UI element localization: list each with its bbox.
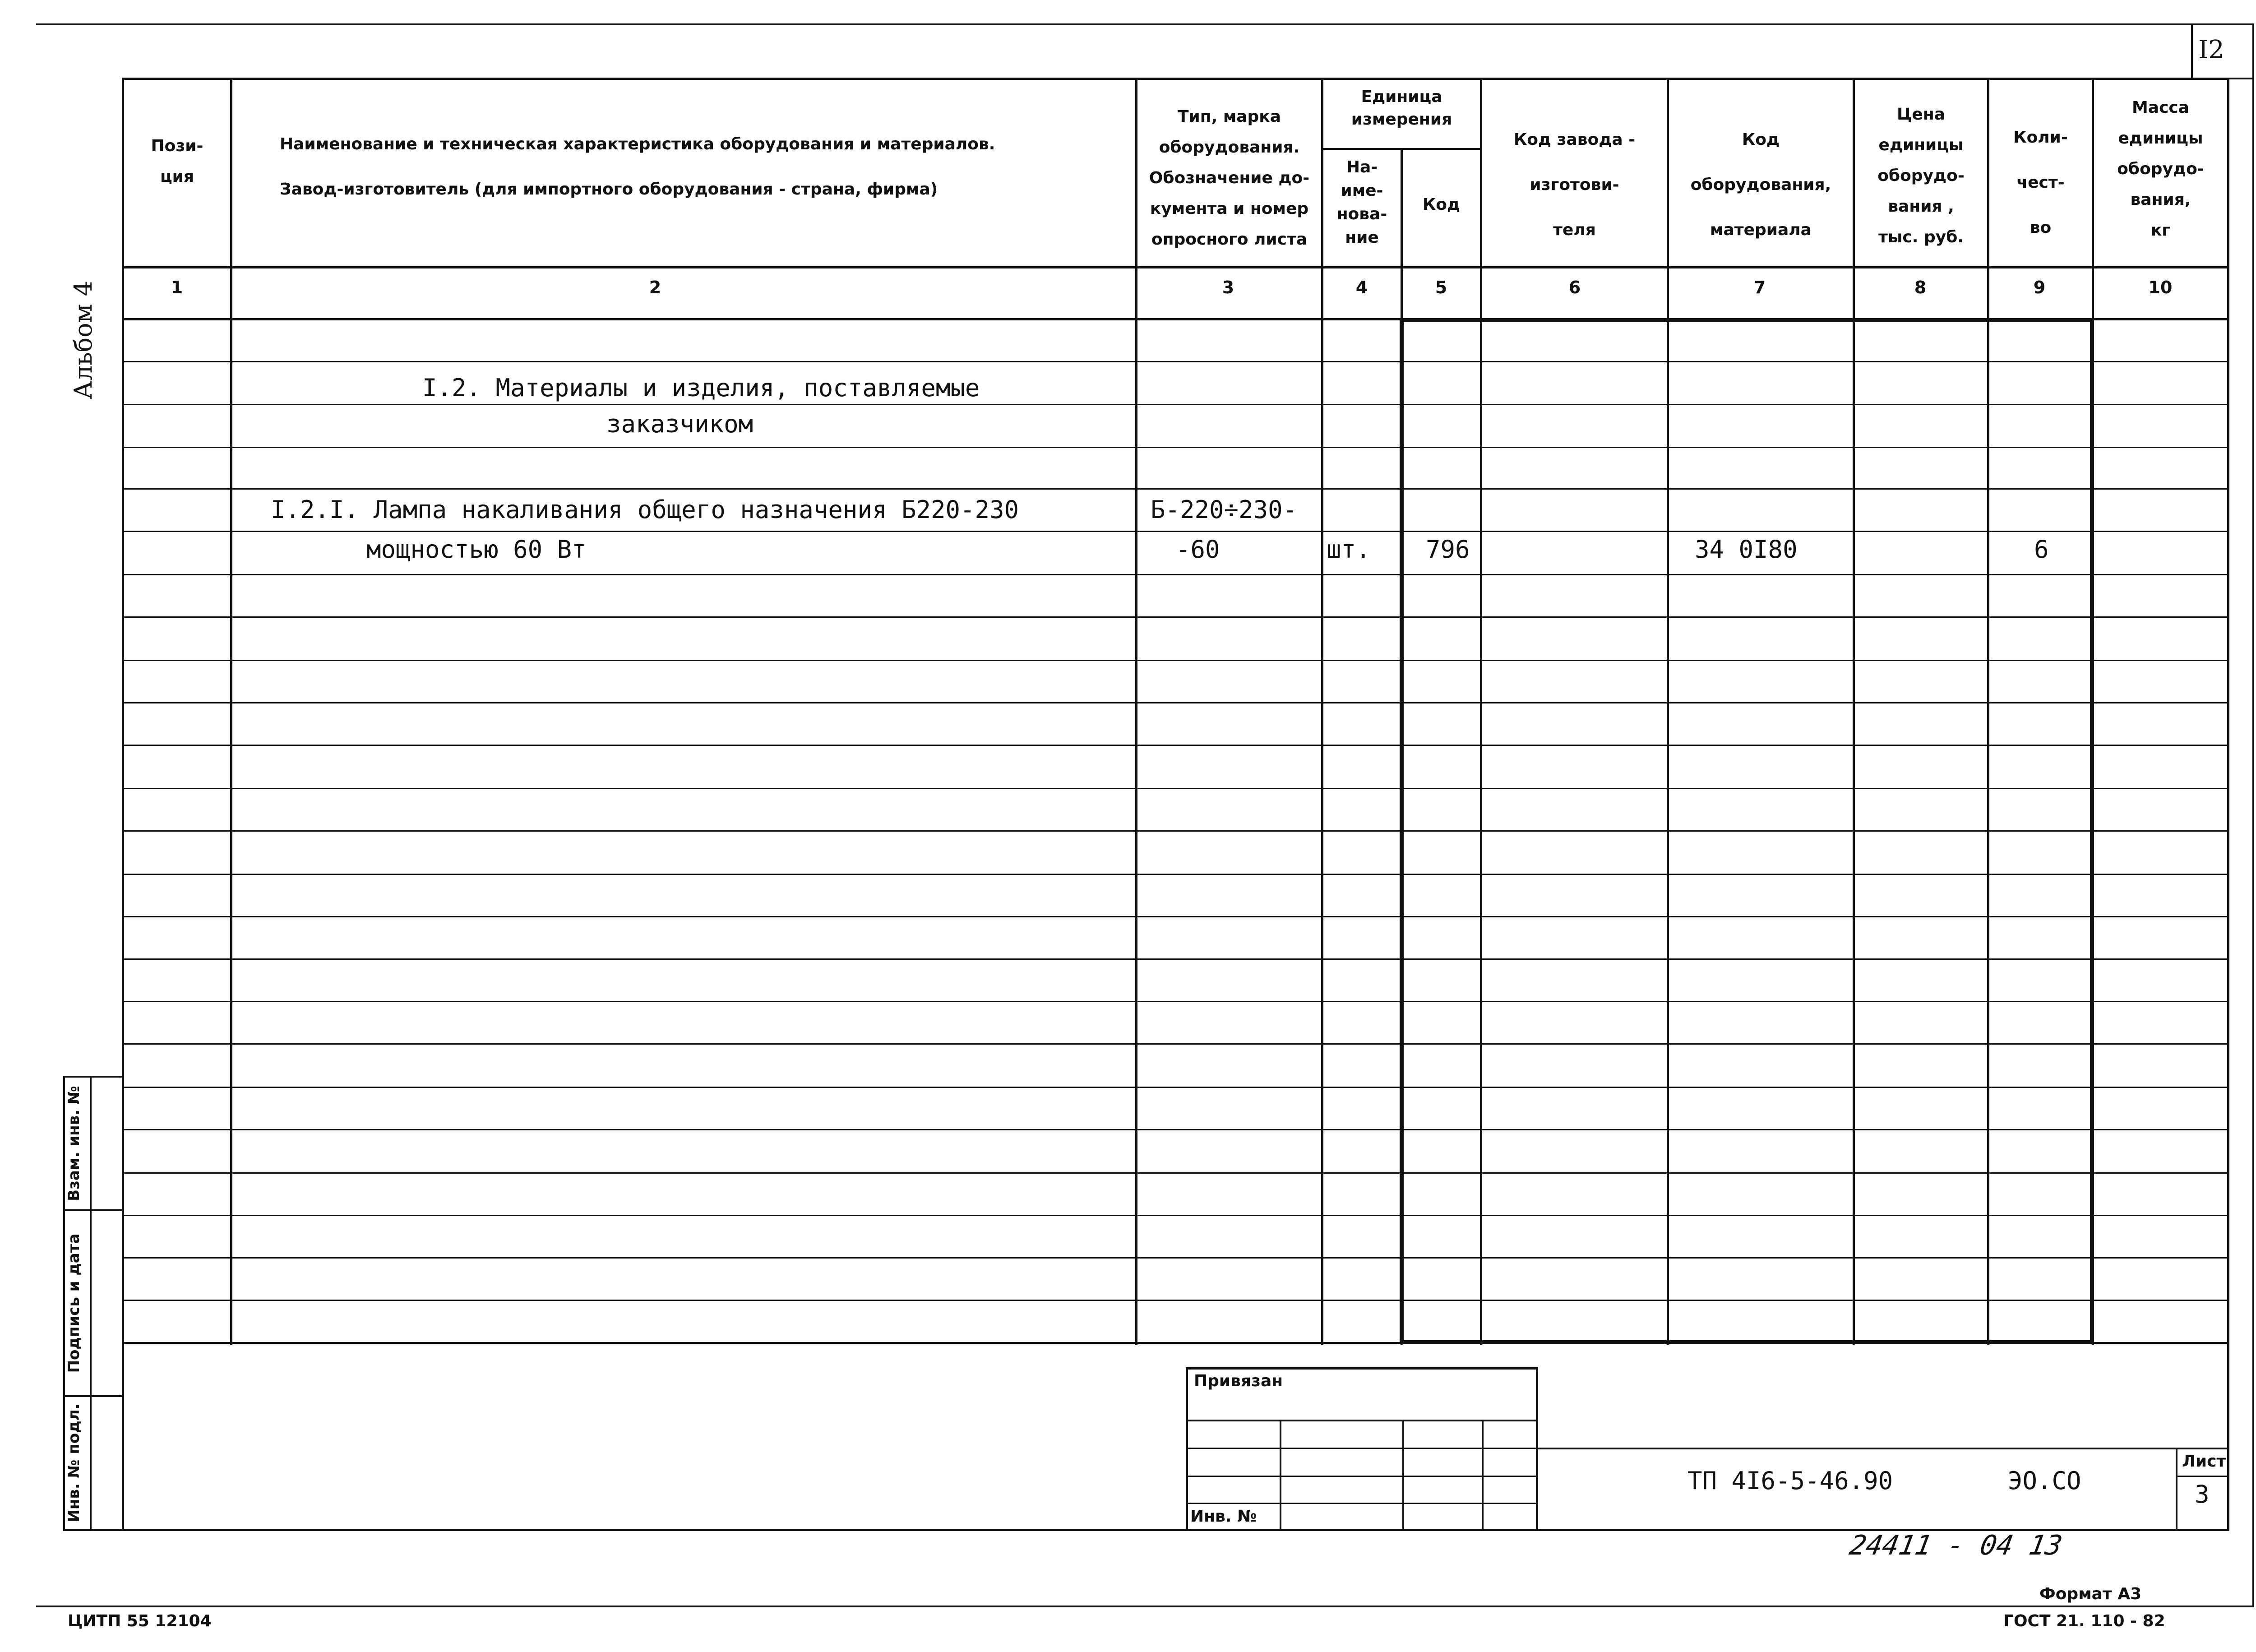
footer-left: ЦИТП 55 12104 [68, 1612, 212, 1630]
item-name-line-1: I.2.I. Лампа накаливания общего назначения Б220-230 [271, 495, 1019, 524]
header-unit-name: На- име- нова- ние [1336, 158, 1387, 247]
column-number: 9 [2033, 278, 2046, 297]
column-number: 10 [2148, 278, 2173, 297]
doc-mark: ЭО.СО [2008, 1467, 2081, 1495]
item-material-code: 34 0I80 [1695, 535, 1798, 564]
header-price: Цена единицы оборудо- вания , тыс. руб. [1877, 105, 1965, 246]
header-unit: Единица измерения [1351, 88, 1452, 129]
header-factory-code: Код завода - изготови- теля [1513, 130, 1636, 239]
inv-no-label: Инв. № [1190, 1507, 1257, 1526]
stamp-podpis: Подпись и дата [65, 1233, 83, 1373]
header-material-code: Код оборудования, материала [1690, 130, 1831, 239]
item-type-line-1: Б-220÷230- [1151, 495, 1298, 524]
header-name: Наименование и техническая характеристика оборудования и материалов. Завод-изготовитель (для импортного оборудования - страна, фирма) [280, 135, 995, 199]
stamp-vzam: Взам. инв. № [65, 1086, 83, 1201]
footer-gost: ГОСТ 21. 110 - 82 [2003, 1612, 2165, 1630]
item-name-line-2: мощностью 60 Вт [366, 535, 587, 564]
doc-code: ТП 4I6-5-46.90 [1687, 1467, 1893, 1495]
page-number: I2 [2198, 35, 2224, 65]
column-number: 1 [171, 278, 183, 297]
column-number: 5 [1435, 278, 1447, 297]
column-number: 4 [1355, 278, 1368, 297]
column-number: 8 [1914, 278, 1927, 297]
stamp-inv-podl: Инв. № подл. [65, 1403, 83, 1522]
item-quantity: 6 [2034, 535, 2049, 564]
sheet-number: 3 [2195, 1480, 2210, 1509]
item-type-line-2: -60 [1176, 535, 1220, 564]
header-mass: Масса единицы оборудо- вания, кг [2117, 98, 2204, 240]
privyazan-label: Привязан [1194, 1372, 1283, 1390]
header-position: Пози- ция [151, 137, 203, 186]
footer-format: Формат А3 [2039, 1585, 2142, 1603]
item-unit: шт. [1327, 535, 1371, 564]
column-number: 7 [1753, 278, 1766, 297]
section-title-line-2: заказчиком [606, 410, 754, 438]
header-quantity: Коли- чест- во [2013, 128, 2068, 237]
column-number: 6 [1568, 278, 1581, 297]
item-unit-code: 796 [1426, 535, 1470, 564]
header-type: Тип, марка оборудования. Обозначение до- кумента и номер опросного листа [1149, 107, 1310, 249]
sheet-label: Лист [2182, 1452, 2226, 1471]
side-label-album: Альбом 4 [69, 280, 97, 399]
header-unit-code: Код [1422, 195, 1461, 214]
handwritten-number: 24411 - 04 13 [1847, 1530, 2065, 1561]
column-number: 3 [1222, 278, 1234, 297]
section-title-line-1: I.2. Материалы и изделия, поставляемые [422, 374, 980, 402]
column-number: 2 [649, 278, 661, 297]
